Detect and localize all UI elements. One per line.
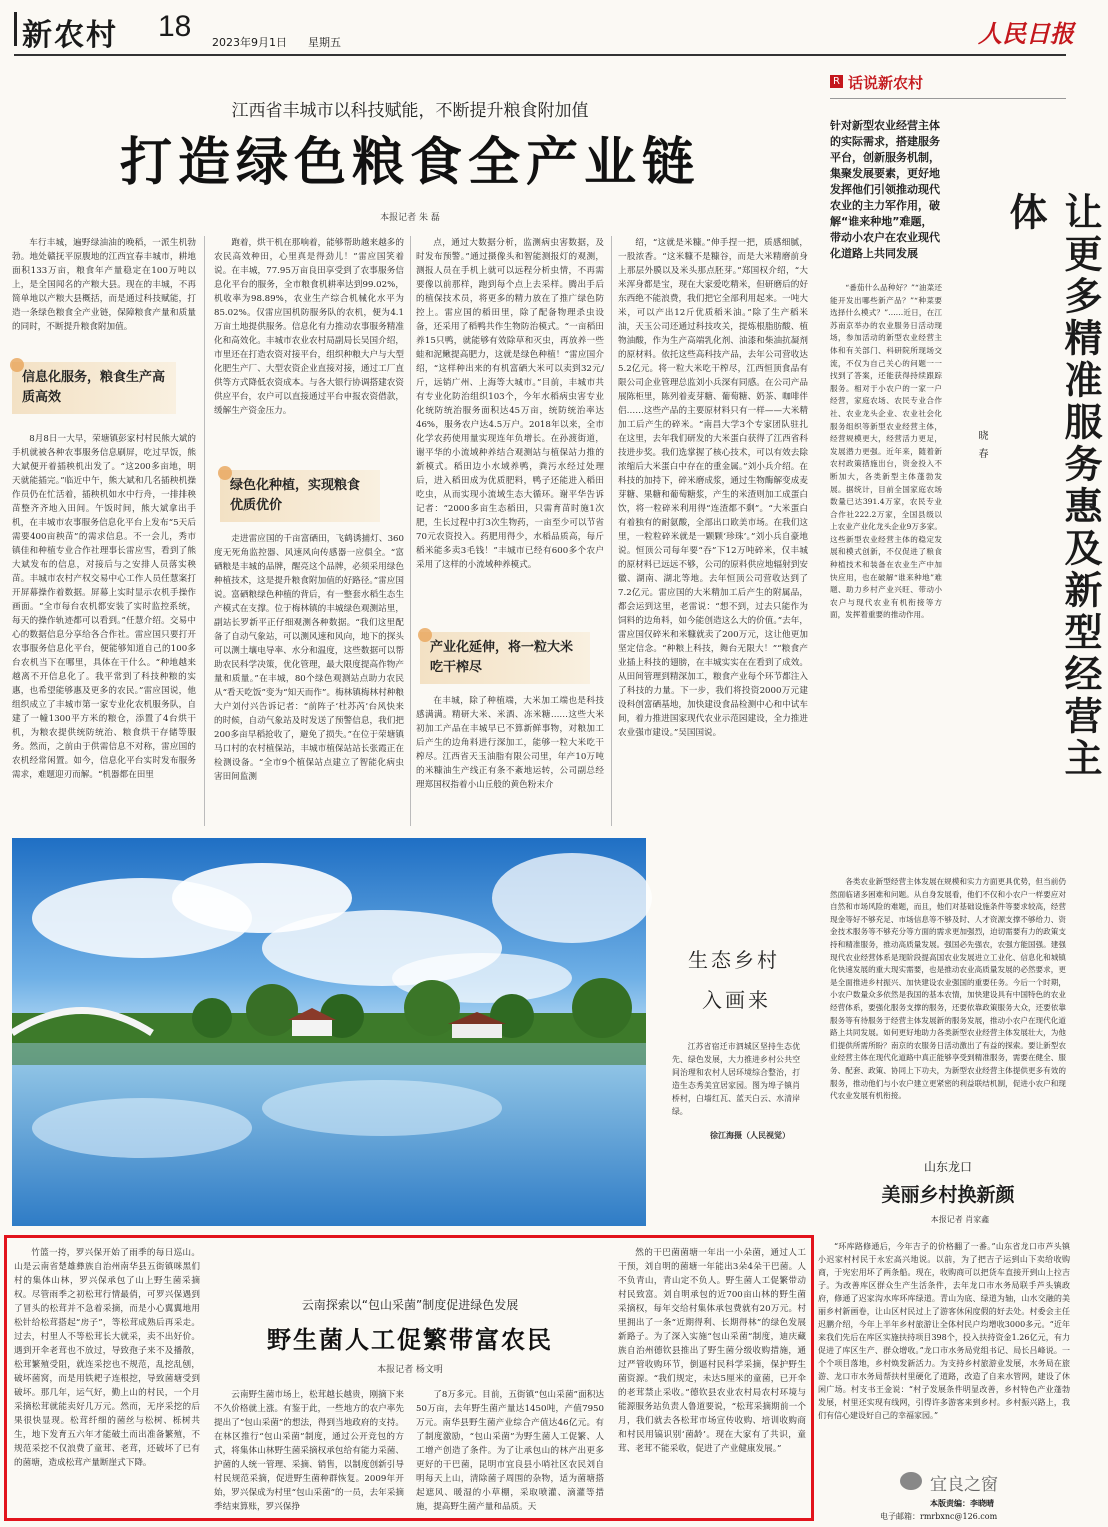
mushroom-col4: 然的干巴菌菌塘一年出一小朵菌，通过人工干预，刘自明的菌塘一年能出3朵4朵干巴菌。人不负青山，青山定不负人。野生菌人工促繁带动村民致富。刘自明承包的近700亩山林的野生菌采摘权，每年交给村集体承包费就有20万元。村里拥出了一条“近期得利、长期得林”的绿色发展新路子。为了深入实施“包山采菌”制度，迪庆藏族自治州德钦县推出了野生菌分级收购措施，通过严管收购环节，倒逼村民科学采摘，保护野生菌资源。“我们规定，未达5厘米的童菌，已开伞的老茸禁止采收。”德钦县农业农村局农村环境与能源服务站负责人鲁道要说，“松茸采摘期前一个月，我们就去各松茸市场宣传收购、培训收购商和村民用镐识别‘菌龄’。现在大家有了共识，童茸、老茸不能采收，促进了产业健康发展。” <box>618 1248 806 1454</box>
masthead-rule <box>14 54 1066 56</box>
masthead <box>0 0 1080 56</box>
main-col2-bottom: 走进雷应国的千亩富硒田，飞鹤诱捕灯、360度无死角监控器、风速风向传感器一应俱全。“富硒粮是丰城的品牌，醒亮这个品牌，必须采用绿色种植技术，这是提升粮食附加值的好路径。”雷应国说。富硒粮绿色种植的背后，有一整套水稻生态生产模式在支撑。位于梅林镇的丰城绿色观测站里，副站长罗新平正仔细观测各种数据。“我们这里配备了自动气象站，可以测风速和风向，地下的探头可以测土壤电导率、水分和温度，这些数据可以帮助农民科学决策，优化管理，最大限度提高作物产量和质量。”在丰城，80个绿色观测站点助力农民从“看天吃饭”变为“知天而作”。梅林镇梅林村种粮大户刘付兴告诉记者：“前阵子‘杜苏芮’台风快来的时候，自动气象站及时发送了预警信息，我们把200多亩早稻抢收了，避免了损失。”在位于荣塘镇马口村的农村植保站，丰城市植保站站长张霞正在检测设备。“全市9个植保站点建立了智能化病虫害田间监测 <box>214 534 404 782</box>
section-dot-icon <box>10 358 24 372</box>
watermark <box>900 1470 1070 1494</box>
column-tag <box>830 72 970 94</box>
wechat-icon <box>900 1472 922 1490</box>
column-rule <box>410 236 411 826</box>
main-col3-bottom: 在丰城，除了种植端，大米加工端也是科技感满满。精研大米、米酒、冻米糖……这些大米初加工产品在丰城早已不算新鲜事物，对粮加工后产生的边角料进行深加工，能够一粒大米吃干榨尽。江西省天玉油脂有限公司里，年产10万吨的米糠油生产线正有条不紊地运转，公司副总经理郑国权指着小山丘般的黄色粉末介 <box>416 696 604 790</box>
main-col1-top: 车行丰城，遍野绿油油的晚稻，一派生机勃勃。地处赣抚平原腹地的江西宜春丰城市，耕地面积133万亩，粮食年产量稳定在100万吨以上，是全国闻名的产粮大县。现在的丰城，不再简单地以产粮大县概括，而是通过科技赋能，打造一条绿色粮食全产业链，保障粮食产量和质量的同时，不断提升粮食附加值。 <box>12 238 196 332</box>
mushroom-kicker: 云南探索以“包山采菌”制度促进绿色发展 <box>301 1298 519 1312</box>
section-head-info-text: 信息化服务，粮食生产高质高效 <box>12 362 176 414</box>
footer-email: 电子邮箱：rmrbxnc@126.com <box>880 1512 998 1521</box>
column-rule <box>611 236 612 826</box>
landscape-photo <box>12 838 646 1226</box>
mushroom-col1: 竹篮一挎，罗兴保开始了雨季的每日巡山。山是云南省楚雄彝族自治州南华县五街镇咪黑们村的集体山林，罗兴保承包了山上野生菌采摘权。尽管雨季之初松茸行情最俏，可罗兴保遇到了冒头的松茸并不急着采摘，而是小心翼翼地用松针给松茸搭起“房子”，等松茸成熟后再采走。过去，村里人不等松茸长大就采，卖不出好价。遇到开伞老茸也不放过，导致孢子来不及播散，松茸繁殖受阻，就连采挖也不规范，乱挖乱刨，破坏菌窝，而是用铁耙子连根挖，导致菌塘受到破坏。那几年，运气好，勤上山的村民，一个月采摘松茸就能卖好几万元。然而，无序采挖的后果很快显现。松茸纤细的菌丝与松树、栎树共生，地下发育五六年才能破土而出准备繁殖，不规范采挖不仅浪费了童茸、老茸，还破坏了已有的菌塘，造成松茸产量断崖式下降。 <box>14 1248 200 1468</box>
photo-credit: 徐江海摄（人民视觉） <box>710 1130 790 1140</box>
column-rule <box>204 236 205 826</box>
photo-caption: 江苏省宿迁市泗城区坚持生态优先、绿色发展，大力推进乡村公共空间治理和农村人居环境综合整治，打造生态秀美宜居家园。图为埠子镇肖桥村，白墙红瓦、蓝天白云、水清岸绿。 <box>672 1042 800 1116</box>
section-head-green <box>220 470 380 522</box>
photo-title-line1: 生态乡村 <box>688 948 780 972</box>
shandong-byline: 本报记者 肖家鑫 <box>930 1215 990 1224</box>
section-head-info <box>12 362 176 414</box>
mushroom-byline: 本报记者 杨文明 <box>377 1365 443 1375</box>
section-dot-icon <box>218 466 232 480</box>
commentary-body-top: “番茄什么品种好？”“油菜还能开发出哪些新产品？”“种菜要选择什么模式？”……近日，在江苏南京举办的农业服务日活动现场，参加活动的新型农业经营主体和有关部门、科研院所现场交流，不仅为自己关心的问题一一找到了答案，还能获得持续跟踪服务。相对于小农户的一家一户经营，家庭农场、农民专业合作社、农业龙头企业、农业社会化服务组织等新型农业经营主体，经营规模更大，经营活力更足，发展潜力更强。近年来，随着新农村政策措施出台，资金投入不断加大，各类新型主体蓬勃发展。据统计，目前全国家庭农场数量已达391.4万家，农民专业合作社222.2万家，全国县级以上农业产业化龙头企业9万多家。这些新型农业经营主体的稳定发展和模式创新，不仅促进了粮食种植技术和装备在农业生产中加快应用，也在破解“谁来种地”难题、助力乡村产业兴旺、带动小农户与现代农业有机衔接等方面，发挥着重要的推动作用。 <box>830 283 942 620</box>
footer-editor: 本版责编：李晓晴 <box>930 1498 994 1508</box>
main-col1-bottom: 8月8日一大早，荣塘镇彭家村村民熊大斌的手机就被各种农事服务信息刷屏，吃过早饭，熊大斌便开着插秧机出发了。“这200多亩地，明天就能插完。”临近中午，熊大斌和几名插秧机操作员仍在忙活着，插秧机如水中行舟，一排排秧苗整齐齐地入田间。午饭时间，熊大斌拿出手机，在丰城市农事服务信息化平台上发布“5天后需要400亩秧苗”的需求信息。不一会儿，秀市镇佳和种植专业合作社理事长雷应雪，看到了熊大斌发布的信息，对接后与之安排人员落实秧苗。丰城市农村产权交易中心工作人员任慧案打开屏幕操作着数据。屏幕上实时显示农机手操作画面。“全市每台农机都安装了实时监控系统，每天的操作轨迹都可以看到。”任慧介绍。交易中心的数据信息分享给各合作社。雷应国只要打开农事服务信息化平台，便能够知道自己的100多台农机当下在哪里，具体在干什么。“种地越来越离不开信息化了。我平常到了科技种粮的实惠，也希望能够惠及更多的农民。”雷应国说，他组织成立了丰城市第一家专业化农机服务队，自建了一幢1300平方米的粮仓，添置了4台烘干机，为粮农提供统防统治、粮食烘干存储等服务。然而，之前由于供需信息不对称，雷应国的农机经常闲置。如今，信息化平台实时发布服务需求，难题迎刃而解。“机器都在田里 <box>12 434 196 780</box>
commentary-author: 晓春 <box>976 430 987 466</box>
section-head-industry <box>420 632 590 684</box>
main-title: 打造绿色粮食全产业链 <box>119 133 700 193</box>
mushroom-title: 野生菌人工促繁带富农民 <box>267 1326 553 1354</box>
main-col2-top: 跑着，烘干机在那响着，能够帮助越来越多的农民高效种田，心里真是得劲儿！”雷应国笑着说。在丰城，77.95万亩良田享受到了农事服务信息化平台的服务，全市粮食机耕率达到99.02%，机收率为98.89%，农业生产综合机械化水平为85.02%。仅雷应国机防服务队的农机，便为4.1万亩土地提供服务。信息化有力推动农事服务精准化和高效化。丰城市农业农村局副局长吴国介绍，市里还在打造农资对接平台，组织种粮大户与大型化肥生产厂、大型农资企业直接对接，通过工厂直供等方式降低农资成本。与各大银行协调搭建农资供应平台，农户可以直接通过平台申报农资借款，缓解生产资金压力。 <box>214 238 404 416</box>
issue-date: 2023年9月1日 <box>212 36 287 49</box>
commentary-rule <box>830 98 1066 99</box>
masthead-left-bar <box>14 12 17 46</box>
commentary-title: 让更多精准服务惠及新型经营主体 <box>1003 192 1102 780</box>
column-tag-icon: R <box>830 75 843 88</box>
landscape-photo-art <box>12 838 646 1226</box>
column-tag-label: 话说新农村 <box>848 74 924 92</box>
section-name: 新农村 <box>22 18 118 53</box>
section-head-green-text: 绿色化种植，实现粮食优质优价 <box>220 470 380 522</box>
commentary-body-wide: 各类农业新型经营主体发展在规模和实力方面更具优势，但当前仍然面临诸多困难和问题。从自身发展看，他们不仅和小农户一样要应对自然和市场风险的难题，而且，他们对基础设施条件等要求较高，经营现金等好不够充足、市场信息等不够及时、人才资源支撑不够给力、资金技术服务等不够充分等方面的需求更加强烈，迫切需要有力的政策支持和精准服务，推动高质量发展。强国必先强农，农强方能国强。建强现代农业经营体系是现阶段提高国农业发展进立工业化、信息化和城镇化快速发展的重大现实需要，也是推动农业高质量发展的必然要求，更是全面推进乡村振兴、加快建设农业强国的重要任务。今后一个时期，小农户数量众多依然是我国的基本农情，加快建设具有中国特色的农业经营体系，要强化服务支撑的服务，还要依靠政策服务大众，还要依靠服务等有待服务于经营主体发展新的服务发展，推动小农户在现代化道路上共同发展。如何更好地助力各类新型农业经营主体发展壮大，为他们提供所需所盼？南京的农服务日活动激出了有益的探索。要让新型农业经营主体在现代化道路中真正能够享受到精准服务，需要在健全、服务、配套、政策、协同上下功夫，为新型农业经营主体提供更多有效的服务，推动他们与小农户建立更紧密的利益联结机制，促进小农户和现代农业发展有机衔接。 <box>830 877 1066 1101</box>
issue-weekday: 星期五 <box>308 36 341 49</box>
mushroom-col3: 了8万多元。目前，五街镇“包山采菌”面积达50万亩，去年野生菌产量达1450吨，产值7950万元。南华县野生菌产业综合产值达46亿元。有了制度激励，“包山采菌”为野生菌人工促繁、人工增产创造了条件。为了让承包山的林产出更多更好的干巴菌，昆明市宜良县小哨社区农民刘自明每天上山，清除菌子周围的杂物，适为菌塘搭起遮风、暖湿的小草棚，采取喷灌、滴灌等措施，提高野生菌产量和品质。天 <box>416 1390 604 1512</box>
watermark-text: 宜良之窗 <box>930 1475 998 1495</box>
shandong-kicker: 山东龙口 <box>923 1160 972 1174</box>
section-head-industry-text: 产业化延伸，将一粒大米吃干榨尽 <box>420 632 590 684</box>
section-dot-icon <box>418 628 432 642</box>
mushroom-col2: 云南野生菌市场上，松茸越长越贵，刚摘下来不久价格就上涨。有鉴于此，一些地方的农户率先提出了“包山采菌”的想法，得到当地政府的支持。在林区推行“包山采菌”制度，通过公开竞包的方式，将集体山林野生菌采摘权承包给有能力采菌、护菌的人统一管理、采摘、销售，以制度创新引导村民规范采摘，促进野生菌种群恢复。2009年开始，罗兴保成为村里“包山采菌”的一员，去年采摘季结束算账，罗兴保挣 <box>214 1390 404 1512</box>
shandong-body: “环库路修通后，今年吉子的价格翻了一番。”山东省龙口市芦头镇小迟家村村民于永宏高兴地说。以前，为了把吉子运到山下卖给收购商，于宪宏用坏了两条船。现在，收购商可以把货车直接开到山上拉吉子。为改善库区群众生产生活条件，去年龙口市水务局联手芦头镇政府，修通了迟家沟水库环库绿道。青山为底、绿道为轴，山水交融的美丽乡村新画卷，让山区村民过上了游客休闲度假的好去处。村委会主任迟鹏介绍，今年上半年乡村旅游让全体村民户均增收3000多元。“近年来我们先后在库区实施扶持项目398个，投入扶持资金1.26亿元，有力促进了库区生产、群众增收。”龙口市水务局党组书记、局长吕峰说。一个个项目落地，乡村焕发新活力。为支持乡村旅游业发展，水务局在旅游、龙口市水务局帮扶村里硬化了道路，改造了自来水管网，建设了休闲广场。村支书王金说：“村子发展条件明显改善，乡村特色产业蓬勃发展，村里还实现有线网，引得许多游客来到乡村。乡村振兴路上，我们有信心建设好自己的幸福家园。” <box>818 1242 1070 1420</box>
main-col4: 绍，“这就是米糠。”伸手捏一把，质感细腻，一股浓香。“这米糠不是糠谷，而是大米精磨前身上那层外膜以及米头那点胚芽。”郑国权介绍，“大米浑身都是宝，现在大家爱吃精米，但研磨后的好东西绝不能浪费，我们把它全部利用起来。一吨大米，可以产出12斤优质稻米油。”除了生产稻米油，天玉公司还通过科技攻关，提炼根脂肪酸、植物油酸，作为生产高端乳化剂、油漆和柴油抗凝剂的原材料。依托这些高科技产品，去年公司营收达5.2亿元。将一粒大米吃干榨尽，江西恒顶食品有限公司企业管理总监刘小兵深有同感。在公司产品展陈柜里，陈列着麦芽糖、葡萄糖、奶茶、咖啡伴侣……这些产品的主要原材料只有一样——大米精加工后产生的碎米。“南昌大学3个专家团队驻扎在这里，去年我们研发的大米蛋白获得了江西省科技进步奖。我们选掌握了核心技术，可以有效去除浓缩后大米蛋白中存在的重金属。”刘小兵介绍。在科技的加持下，碎米磨成浆，通过生物酶解变成麦芽糖、果糖和葡萄糖浆，产生的米渣则加工成蛋白饮，将一粒碎米利用得“连渣都不剩”。“大米蛋白有着独有的耐氨酸，全部出口欧美市场。在我们这里，一粒粒碎米就是一颗颗‘珍珠’。”刘小兵自豪地说。恒顶公司每年要“吞”下12万吨碎米，仅丰城的原材料已远远不够，公司的原料供应地辐射到安徽、湖南、湖北等地。去年恒顶公司营收达到了7.2亿元。雷应国的大米精加工后产生的附属品，都会运到这里，老雷说：“想不到，过去只能作为饲料的边角料，如今能创造这么大的价值。”去年，雷应国仅碎米和米糠就卖了200万元，这让他更加坚定信念。“种粮上科技，舞台无限大！”“粮食产业插上科技的翅膀，在丰城实实在在看到了成效。从田间管理到精深加工，粮食产业每个环节都注入了科技的力量。下一步，我们将投资2000万元建设科创富硒基地，加快建设食品检测中心和中试车间，着力推进国家现代农业示范园建设，全力推进农业强市建设。”吴国国说。 <box>618 238 808 738</box>
main-col3-top: 点，通过大数据分析，监测病虫害数据，及时发布预警。”通过摄像头和智能测报灯的观测，测报人员在手机上就可以远程分析虫情，不再需要像以前那样，跑到每个点上去采样。腾出手后的植保技术员，将更多的精力放在了推广绿色防控上。雷应国的稻田里，除了配备物理杀虫设备，还采用了稻鸭共作生物防治模式。“一亩稻田养15只鸭，就能够有效除草和灭虫，再放养一些蛙和泥鳅提高肥力，这就是绿色种植！”雷应国介绍，“这样种出来的有机富硒大米可以卖到32元/斤，远销广州、上海等大城市。”目前，丰城市共有专业化防治组织103个，今年水稻病虫害专业化统防统治服务面积达45万亩，统防统治率达46%，服务农户达4.5万户。2018年以来，全市化学农药使用量实现连年负增长。在孙渡街道，谢平华的小流域种养结合观测站与植保站力推的新模式。稻田边小水域养鸭，粪污水经过处理后，进入稻田成为优质肥料，鸭子还能进入稻田吃虫，从而实现小流域生态大循环。谢平华告诉记者：“2000多亩生态稻田，只需育苗时施1次肥，生长过程中打3次生物药，一亩至少可以节省70元农资投入。药肥用得少，水稻品质高，每斤稻米能多卖3毛钱！”丰城市已经有600多个农户采用了这样的小流域种养模式。 <box>416 238 604 570</box>
main-kicker: 江西省丰城市以科技赋能，不断提升粮食附加值 <box>231 101 589 121</box>
shandong-title: 美丽乡村换新颜 <box>881 1184 1015 1206</box>
page-number: 18 <box>158 10 192 43</box>
photo-title-line2: 入画来 <box>702 988 771 1012</box>
newspaper-logo: 人民日报 <box>978 19 1074 48</box>
main-byline: 本报记者 朱 磊 <box>380 213 440 223</box>
commentary-lead: 针对新型农业经营主体的实际需求，搭建服务平台，创新服务机制，集聚发展要素，更好地发挥他们引领推动现代农业的主力军作用，破解“谁来种地”难题，带动小农户在农业现代化道路上共同发展 <box>830 119 940 260</box>
